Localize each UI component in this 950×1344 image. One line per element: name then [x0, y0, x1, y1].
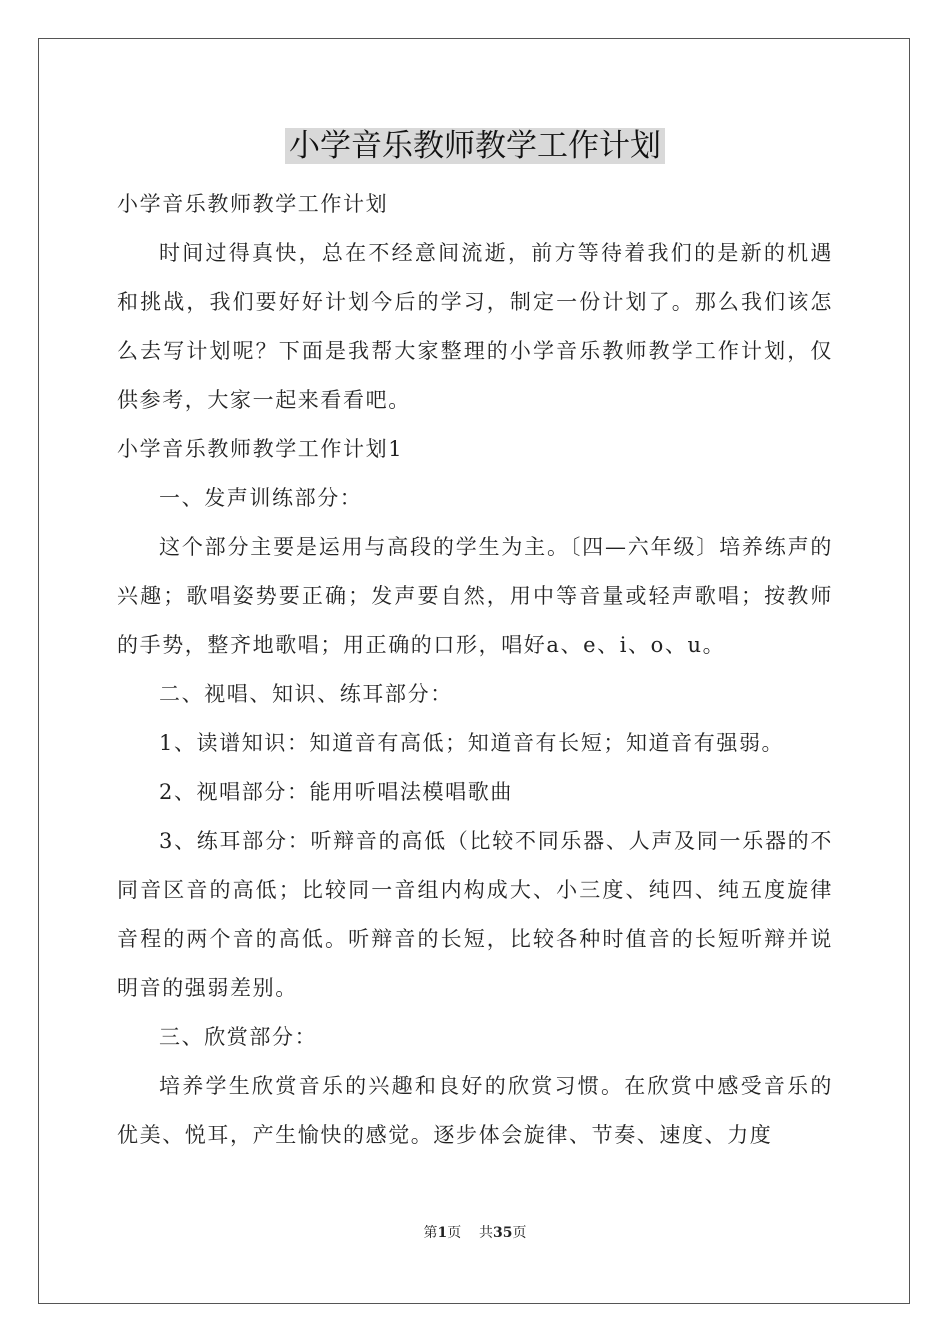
document-title-text: 小学音乐教师教学工作计划: [285, 128, 665, 164]
paragraph: 1、读谱知识：知道音有高低；知道音有长短；知道音有强弱。: [159, 731, 785, 755]
paragraph: 培养学生欣赏音乐的兴趣和良好的欣赏习惯。在欣赏中感受音乐的优美、悦耳，产生愉快的感觉。逐步体会旋律、节奏、速度、力度: [117, 1074, 833, 1147]
footer-page-prefix: 第: [423, 1225, 438, 1241]
paragraph: 一、发声训练部分：: [159, 486, 363, 510]
paragraph: 小学音乐教师教学工作计划: [117, 192, 389, 216]
footer-total-prefix: 共: [479, 1225, 494, 1241]
footer-page-suffix: 页: [447, 1225, 462, 1241]
document-body: [117, 180, 833, 1160]
paragraph: 时间过得真快，总在不经意间流逝，前方等待着我们的是新的机遇和挑战，我们要好好计划今后的学习，制定一份计划了。那么我们该怎么去写计划呢？下面是我帮大家整理的小学音乐教师教学工作计划，仅供参考，大家一起来看看吧。: [117, 241, 833, 412]
paragraph: 二、视唱、知识、练耳部分：: [159, 682, 453, 706]
page-footer: [0, 1222, 950, 1242]
paragraph: 2、视唱部分：能用听唱法模唱歌曲: [159, 780, 513, 804]
paragraph: 三、欣赏部分：: [159, 1025, 318, 1049]
footer-total-suffix: 页: [512, 1225, 527, 1241]
paragraph: 这个部分主要是运用与高段的学生为主。〔四—六年级〕培养练声的兴趣；歌唱姿势要正确；发声要自然，用中等音量或轻声歌唱；按教师的手势，整齐地歌唱；用正确的口形，唱好a、e、i、o、u。: [117, 535, 833, 657]
document-title: [0, 124, 950, 168]
paragraph: 3、练耳部分：听辩音的高低（比较不同乐器、人声及同一乐器的不同音区音的高低；比较同一音组内构成大、小三度、纯四、纯五度旋律音程的两个音的高低。听辩音的长短，比较各种时值音的长短听辩并说明音的强弱差别。: [117, 829, 833, 1000]
section-heading: 小学音乐教师教学工作计划1: [117, 437, 404, 461]
footer-page-number: 1: [437, 1225, 448, 1241]
footer-total-pages: 35: [493, 1225, 513, 1241]
